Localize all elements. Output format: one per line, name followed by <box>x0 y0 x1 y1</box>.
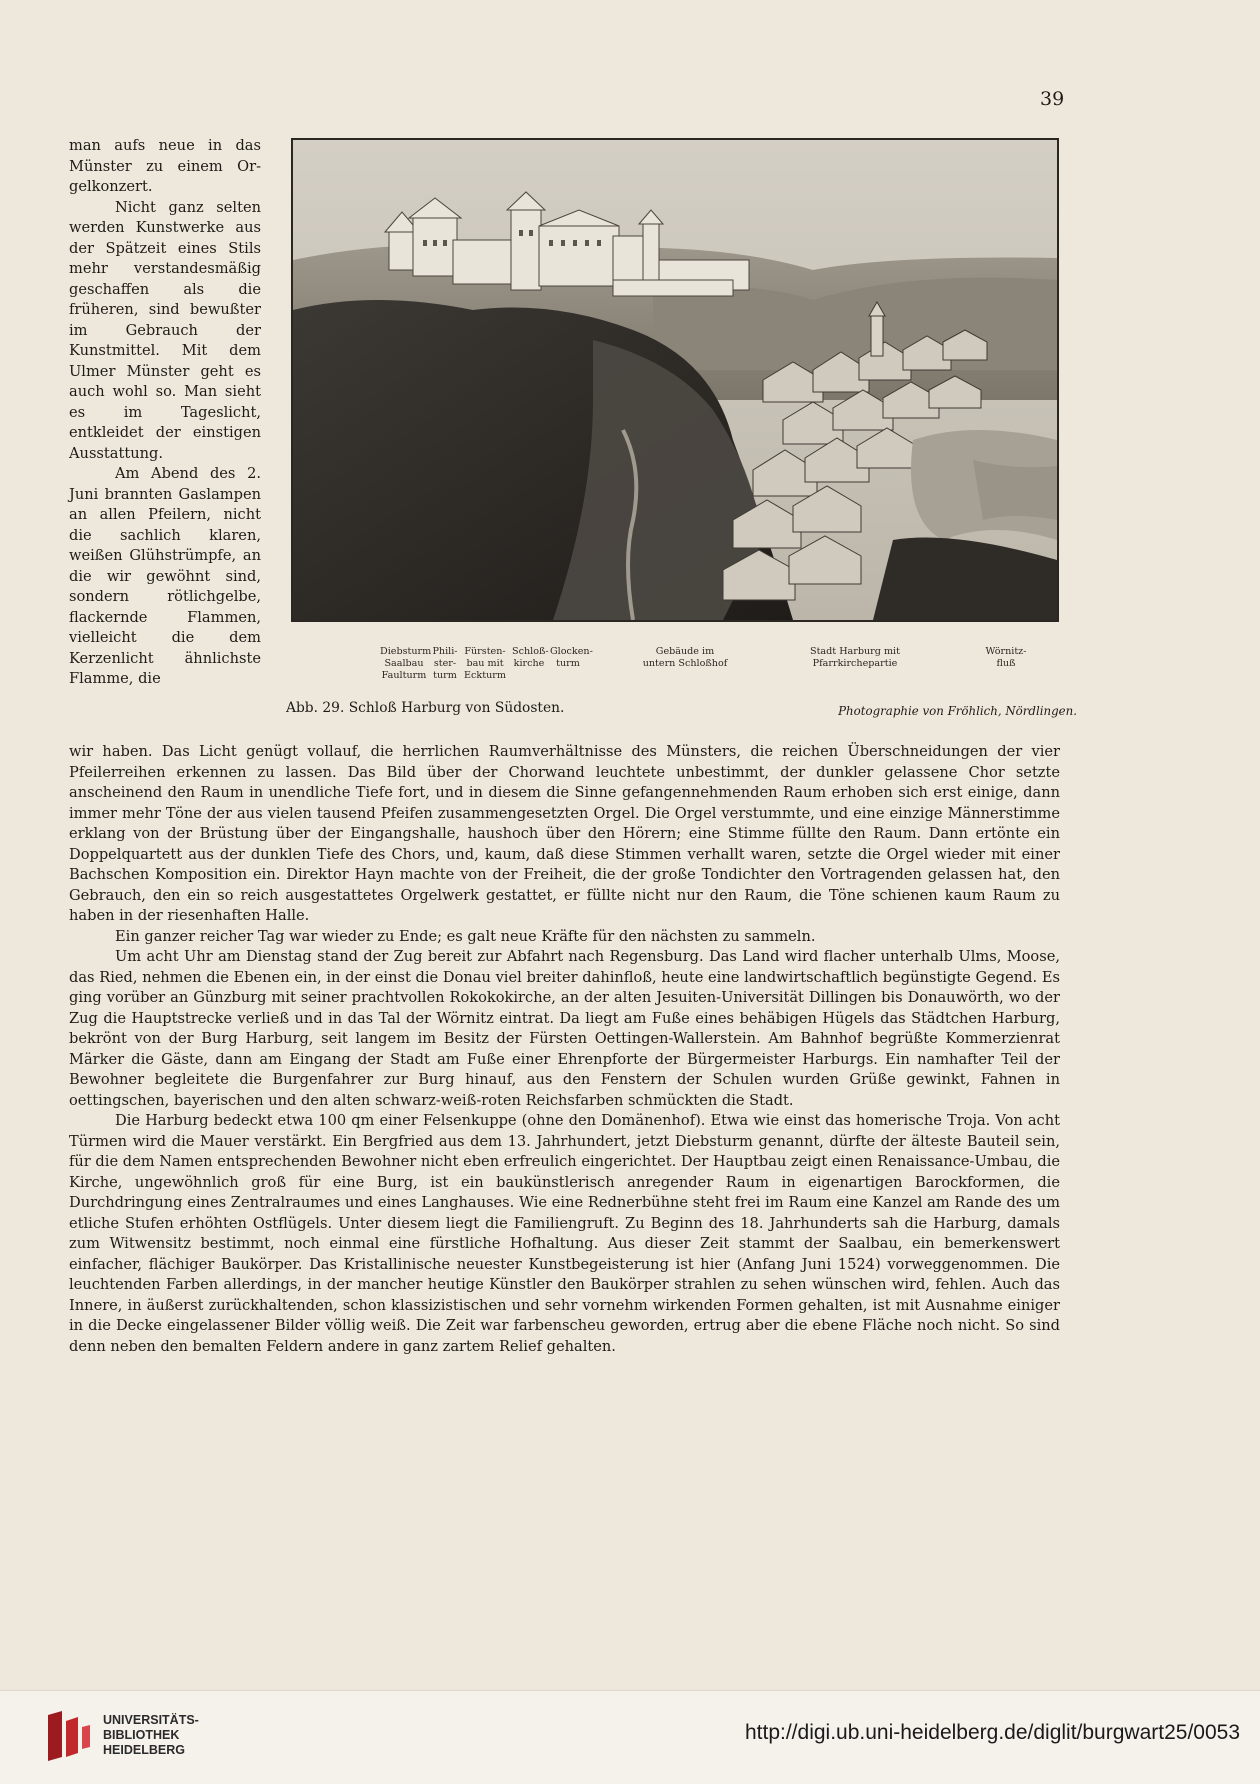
legend-label: Gebäude im untern Schloßhof <box>642 646 728 669</box>
castle-photograph <box>291 138 1059 622</box>
legend-label: Diebsturm Saalbau Faulturm <box>380 646 432 681</box>
digitization-footer <box>0 1690 1260 1784</box>
body-paragraph: wir haben. Das Licht genügt vollauf, die herrlichen Raumverhältnisse des Münsters, die reichen Überschneidungen der vier Pfeilerreihen erkennen zu lassen. Das Bild über der Chorwand leuchtete unbestimmt, der dunkler gelassene Chor setzte anscheinend den Raum in unendliche Tiefe fort, und in diesem die Sinne gefangennehmenden Raum erhoben sich erst einige, dann immer mehr Töne der aus vielen tausend Pfeifen zusammengesetzten Orgel. Die Orgel verstummte, und eine einzige Männerstimme erklang von der Brüstung über der Eingangshalle, haushoch über den Hörern; eine Stimme füllte den Raum. Dann ertönte ein Doppelquartett aus der dunklen Tiefe des Chors, und, kaum, daß diese Stimmen verhallt waren, setzte die Orgel wieder mit einer Bachschen Komposition ein. Direktor Hayn machte von der Freiheit, die der große Tondichter den Vortragenden gelassen hat, den Gebrauch, den ein so reich ausgestattetes Orgelwerk gestattet, er füllte nicht nur den Raum, die Töne schienen kaum Raum zu haben in der riesenhaften Halle. <box>69 743 1060 924</box>
body-paragraph: Um acht Uhr am Dienstag stand der Zug bereit zur Abfahrt nach Regensburg. Das Land wird flacher unterhalb Ulms, Moose, das Ried, nehmen die Ebenen ein, in der einst die Donau viel breiter dahinfloß, heute eine landwirtschaftlich begünstigte Gegend. Es ging vorüber an Günzburg mit seiner prachtvollen Rokokokirche, an der alten Jesuiten-Universität Dillingen bis Donauwörth, wo der Zug die Hauptstrecke verließ und in das Tal der Wörnitz eintrat. Da liegt am Fuße eines behäbigen Hügels das Städtchen Harburg, bekrönt von der Burg Harburg, seit langem im Besitz der Fürsten Oettingen-Wallerstein. Am Bahnhof begrüßte Kommerzienrat Märker die Gäste, dann am Eingang der Stadt am Fuße einer Ehrenpforte der Bürgermeister Harburgs. Ein namhafter Teil der Bewohner begleitete die Burgenfahrer zur Burg hinauf, aus den Fenstern der Schulen wurden Grüße gewinkt, Fahnen in oettingschen, bayerischen und den alten schwarz-weiß-roten Reichsfarben schmückten die Stadt. <box>69 948 1060 1109</box>
side-paragraph: Am Abend des 2. Juni brannten Gaslampen an allen Pfeilern, nicht die sachlich klaren, weißen Glühstrümpfe, an die wir gewöhnt sind, sondern rötlichgelbe, flackernde Flammen, vielleicht die dem Kerzenlicht ähnlichste Flamme, die <box>69 465 261 687</box>
body-text <box>69 742 1060 1357</box>
page-number: 39 <box>1040 88 1065 110</box>
body-paragraph: Ein ganzer reicher Tag war wieder zu Ende; es galt neue Kräfte für den nächsten zu sammeln. <box>115 927 816 945</box>
library-name-line: BIBLIOTHEK <box>103 1728 180 1742</box>
legend-label: Philisterturm <box>432 646 458 681</box>
side-paragraph: Nicht ganz selten werden Kunstwerke aus der Spätzeit eines Stils mehr verstandesmäßig geschaffen als die früheren, sind bewußter im Gebrauch der Kunstmittel. Mit dem Ulmer Münster geht es auch wohl so. Man sieht es im Tageslicht, entkleidet der einstigen Ausstattung. <box>69 198 261 462</box>
castle-landscape-illustration <box>293 140 1057 620</box>
side-paragraph: man aufs neue in das Münster zu einem Orgelkonzert. <box>69 137 261 195</box>
library-logo-icon <box>44 1707 92 1763</box>
library-name-line: UNIVERSITÄTS- <box>103 1713 199 1727</box>
figure-caption: Abb. 29. Schloß Harburg von Südosten. <box>286 700 565 716</box>
body-paragraph: Die Harburg bedeckt etwa 100 qm einer Felsenkuppe (ohne den Domänenhof). Etwa wie einst das homerische Troja. Von acht Türmen wird die Mauer verstärkt. Ein Bergfried aus dem 13. Jahrhundert, jetzt Diebsturm genannt, dürfte der älteste Bauteil sein, für die dem Namen entsprechenden Bewohner nicht eben erfreulich eingerichtet. Der Hauptbau zeigt einen Renaissance-Umbau, die Kirche, ungewöhnlich groß für eine Burg, ist ein baukünstlerisch anregender Raum in eigenartigen Barockformen, die Durchdringung eines Zentralraumes und eines Langhauses. Wie eine Rednerbühne steht frei im Raum eine Kanzel am Rande des um etliche Stufen erhöhten Ostflügels. Unter diesem liegt die Familiengruft. Zu Beginn des 18. Jahrhunderts sah die Harburg, damals zum Witwensitz bestimmt, noch einmal eine fürstliche Hofhaltung. Aus dieser Zeit stammt der Saalbau, ein bemerkenswert einfacher, flächiger Baukörper. Das Kristallinische neuester Kunstbegeisterung ist hier (Anfang Juni 1524) vorweggenommen. Die leuchtenden Farben allerdings, in der mancher heutige Künstler den Baukörper strahlen zu sehen wünschen wird, fehlen. Auch das Innere, in äußerst zurückhaltenden, schon klassizistischen und sehr vornehm wirkenden Formen gehalten, ist mit Ausnahme einiger in die Decke eingelassener Bilder völlig weiß. Die Zeit war farbenscheu geworden, ertrug aber die ebene Fläche noch nicht. So sind denn neben den bemalten Feldern andere in ganz zartem Relief gehalten. <box>69 1112 1060 1355</box>
legend-label: Wörnitzfluß <box>985 646 1027 669</box>
legend-label: Stadt Harburg mit Pfarrkirchepartie <box>810 646 900 669</box>
library-name-line: HEIDELBERG <box>103 1743 185 1757</box>
side-column-text <box>69 136 261 690</box>
permalink-url[interactable]: http://digi.ub.uni-heidelberg.de/diglit/burgwart25/0053 <box>744 1721 1240 1744</box>
legend-label: Glockenturm <box>550 646 593 669</box>
photo-credit: Photographie von Fröhlich, Nördlingen. <box>838 704 1077 718</box>
figure-legend <box>380 646 1060 688</box>
legend-label: Schloßkirche <box>512 646 549 669</box>
library-name <box>103 1713 199 1758</box>
legend-label: Fürstenbau mit Eckturm <box>464 646 506 681</box>
